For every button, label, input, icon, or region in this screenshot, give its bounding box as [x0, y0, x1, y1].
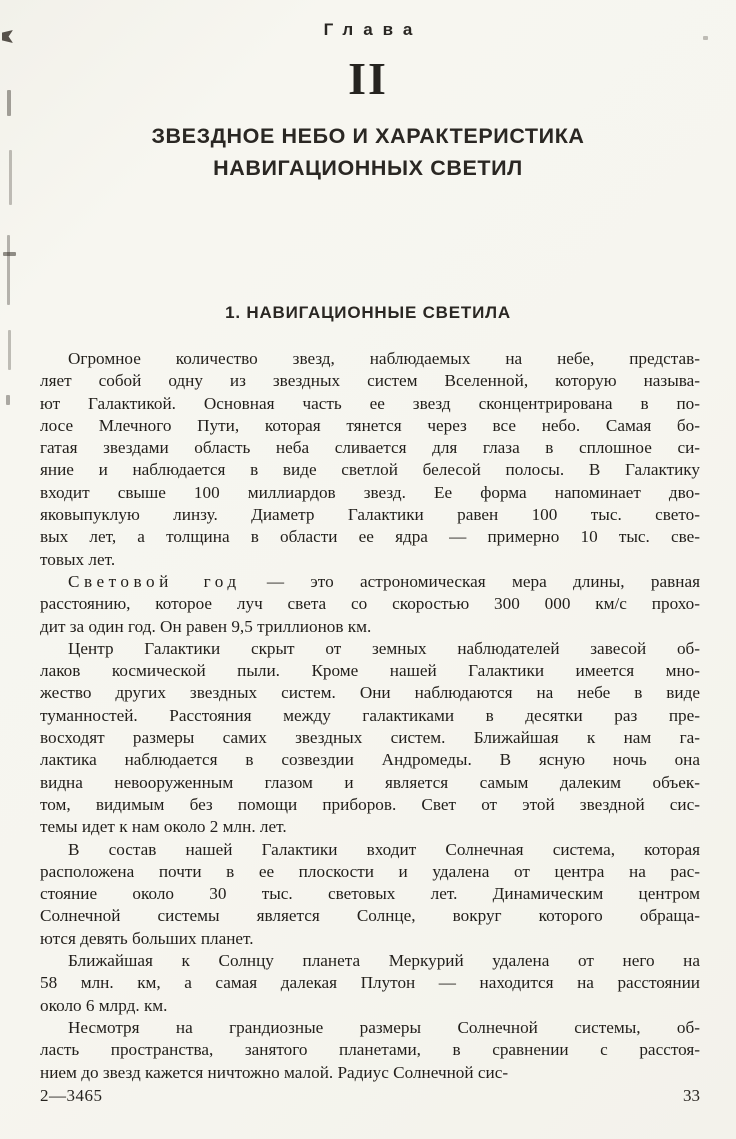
text-line: видна невооруженным глазом и является самым далеким объек-	[40, 772, 700, 792]
page-footer	[40, 1086, 700, 1106]
text-line: темы идет к нам около 2 млн. лет.	[40, 817, 287, 837]
text-line: товых лет.	[40, 549, 116, 569]
text-line: вых лет, а толщина в области ее ядра — примерно 10 тыс. све-	[40, 527, 700, 547]
text-line: дит за один год. Он равен 9,5 триллионов км.	[40, 616, 372, 636]
paragraph	[40, 839, 700, 950]
paragraph	[40, 571, 700, 638]
text-line: ют Галактикой. Основная часть ее звезд сконцентрирована в по-	[40, 393, 700, 413]
text-line: восходят размеры самих звездных систем. Ближайшая к нам га-	[40, 728, 700, 748]
scan-speck	[3, 252, 16, 256]
section-heading: 1. НАВИГАЦИОННЫЕ СВЕТИЛА	[225, 303, 511, 322]
scan-speck	[8, 330, 11, 370]
page-number: 33	[683, 1086, 700, 1105]
text-line: входит свыше 100 миллиардов звезд. Ее форма напоминает дво-	[40, 482, 700, 502]
text-line: Несмотря на грандиозные размеры Солнечной системы, об-	[68, 1017, 700, 1037]
chapter-number: II	[348, 53, 388, 104]
paragraph	[40, 1017, 700, 1084]
text-line: нием до звезд кажется ничтожно малой. Радиус Солнечной сис-	[40, 1062, 509, 1082]
text-line: Огромное количество звезд, наблюдаемых на небе, представ-	[68, 349, 700, 368]
text-line: туманностей. Расстояния между галактиками в десятки раз пре-	[40, 705, 700, 725]
paragraph	[40, 638, 700, 839]
text-line: ляет собой одну из звездных систем Вселенной, которую называ-	[40, 371, 700, 391]
text-line: жество других звездных систем. Они наблюдаются на небе в виде	[40, 683, 700, 703]
text-line: лосе Млечного Пути, которая тянется через все небо. Самая бо-	[40, 415, 700, 435]
text-line: расстоянию, которое луч света со скоростью 300 000 км/с прохо-	[40, 594, 700, 614]
footer-signature: 2—3465	[40, 1086, 103, 1105]
text-line: том, видимым без помощи приборов. Свет от этой звездной сис-	[40, 794, 700, 814]
text-line: Солнечной системы является Солнце, вокруг которого обраща-	[40, 906, 700, 926]
body-text	[40, 348, 700, 1084]
letterspaced-term: Световой год	[68, 571, 241, 591]
text-line: Световой год — это астрономическая мера длины, равная	[68, 571, 700, 591]
chapter-title-line-2: НАВИГАЦИОННЫХ СВЕТИЛ	[213, 156, 523, 180]
text-line: Ближайшая к Солнцу планета Меркурий удалена от него на	[68, 951, 700, 971]
text-line: яние и наблюдается в виде светлой белесой полосы. В Галактику	[40, 460, 700, 480]
text-line: лактика наблюдается в созвездии Андромеды. В ясную ночь она	[40, 750, 700, 770]
text-line: стояние около 30 тыс. световых лет. Динамическим центром	[40, 884, 700, 904]
chapter-title	[0, 120, 736, 184]
scan-speck	[6, 395, 10, 405]
text-line: ются девять больших планет.	[40, 928, 254, 948]
text-line: гатая звездами область неба сливается для глаза в сплошное си-	[40, 438, 700, 458]
text-line: яковыпуклую линзу. Диаметр Галактики равен 100 тыс. свето-	[40, 505, 700, 525]
text-line: расположена почти в ее плоскости и удалена от центра на рас-	[40, 861, 700, 881]
text-line: Центр Галактики скрыт от земных наблюдателей завесой об-	[68, 638, 700, 658]
text-line: лаков космической пыли. Кроме нашей Галактики имеется мно-	[40, 661, 700, 681]
text-line: 58 млн. км, а самая далекая Плутон — находится на расстоянии	[40, 973, 700, 993]
paragraph	[40, 950, 700, 1017]
text-line: около 6 млрд. км.	[40, 995, 168, 1015]
chapter-label: Глава	[323, 20, 423, 39]
text-line: В состав нашей Галактики входит Солнечная система, которая	[68, 839, 700, 859]
text-line: ласть пространства, занятого планетами, в сравнении с расстоя-	[40, 1040, 700, 1060]
chapter-title-line-1: ЗВЕЗДНОЕ НЕБО И ХАРАКТЕРИСТИКА	[151, 124, 585, 148]
paragraph	[40, 348, 700, 571]
scan-speck	[7, 235, 10, 305]
